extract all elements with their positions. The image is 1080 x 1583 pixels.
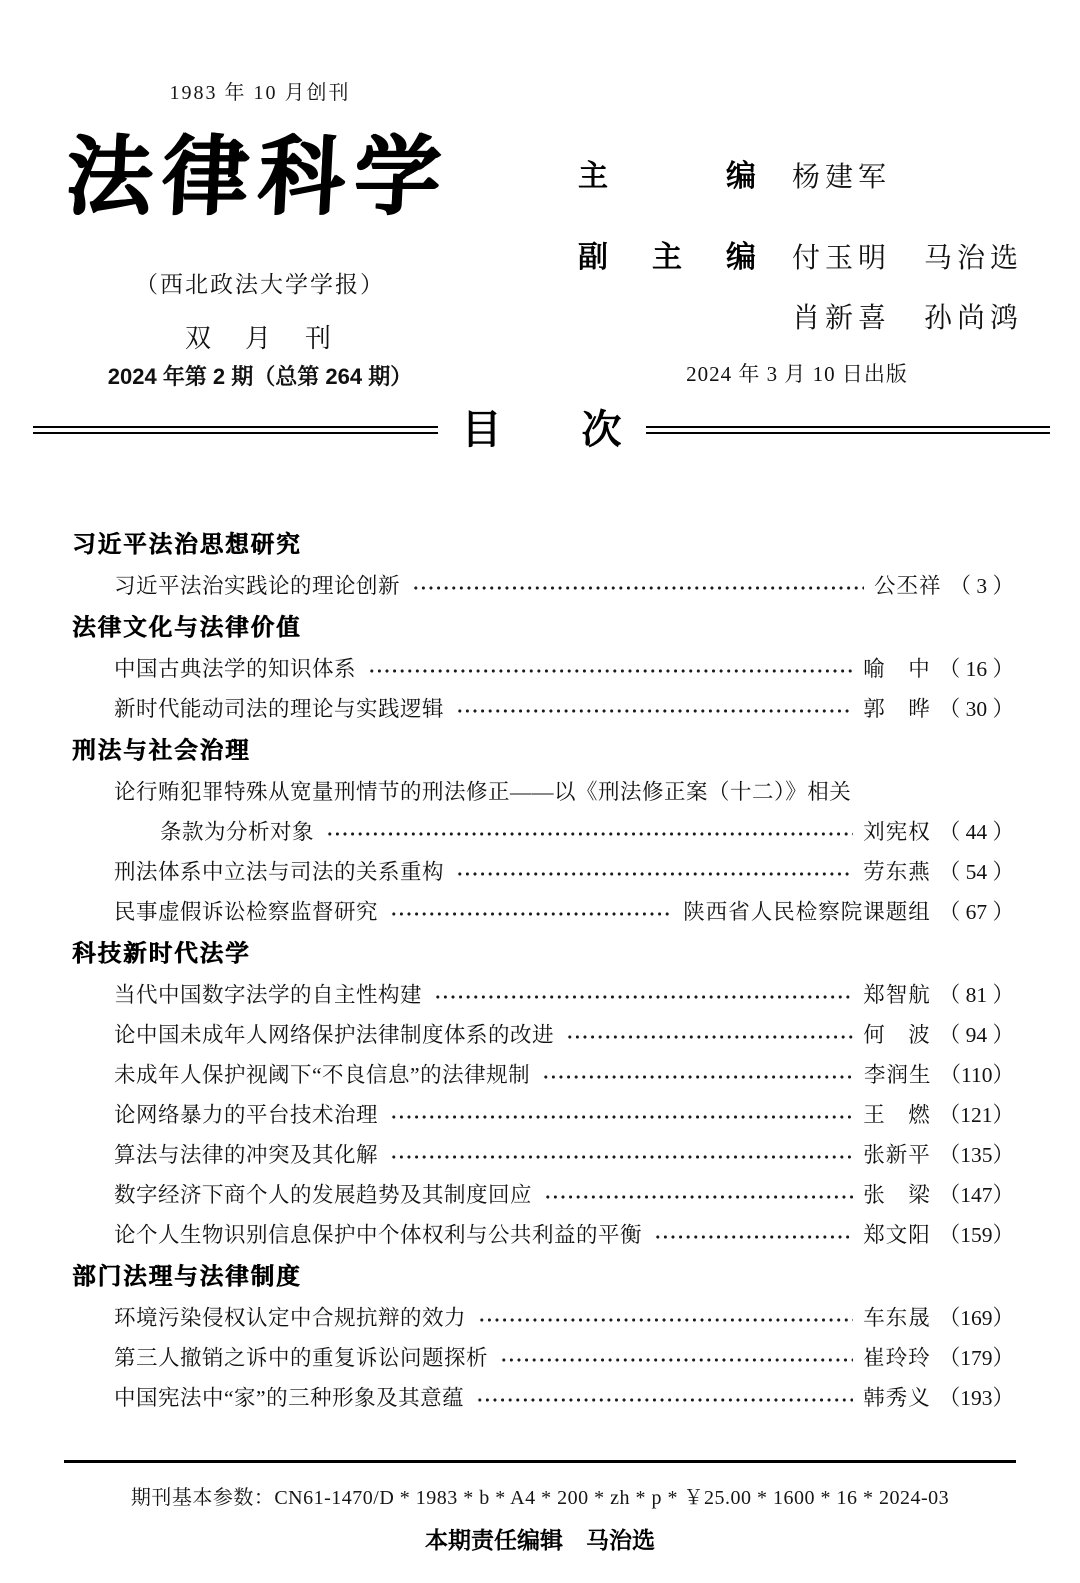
toc-item	[68, 899, 1014, 926]
deputy-editor-label: 副主编	[578, 241, 756, 274]
article-page: （ 30 ）	[938, 697, 1014, 721]
article-title-continued: 条款为分析对象	[160, 820, 315, 844]
deputy-editor-row-2	[578, 300, 1024, 338]
article-title: 未成年人保护视阈下“不良信息”的法律规制	[114, 1063, 531, 1087]
article-author: 陕西省人民检察院课题组	[683, 900, 931, 924]
toc-header	[33, 408, 1050, 452]
dot-leader	[456, 696, 853, 723]
journal-logo: 法律科学	[63, 129, 453, 225]
article-author: 崔玲玲	[863, 1346, 931, 1370]
dot-leader	[654, 1222, 853, 1249]
editors-block	[578, 158, 1024, 388]
article-page: （179）	[938, 1346, 1014, 1370]
article-title: 新时代能动司法的理论与实践逻辑	[114, 697, 445, 721]
article-page: （ 54 ）	[938, 860, 1014, 884]
section-heading: 部门法理与法律制度	[72, 1264, 302, 1290]
dot-leader	[412, 573, 864, 600]
publish-date: 2024 年 3 月 10 日出版	[686, 362, 908, 386]
article-page: （121）	[938, 1103, 1014, 1127]
toc-item	[68, 1305, 1014, 1332]
toc-item	[68, 1062, 1014, 1089]
article-page: （193）	[938, 1386, 1014, 1410]
article-title: 习近平法治实践论的理论创新	[114, 574, 401, 598]
toc-item	[68, 696, 1014, 723]
dot-leader	[390, 899, 673, 926]
toc-item	[68, 1385, 1014, 1412]
dot-leader	[456, 859, 853, 886]
article-author: 王 燃	[863, 1103, 931, 1127]
dot-leader	[390, 1102, 853, 1129]
article-author: 车东晟	[863, 1306, 931, 1330]
toc-item	[68, 1022, 1014, 1049]
chief-editor-name: 杨建军	[792, 162, 892, 193]
article-author: 刘宪权	[863, 820, 931, 844]
article-author: 公丕祥	[873, 574, 942, 598]
toc-item	[68, 859, 1014, 886]
toc-item	[68, 573, 1014, 600]
article-title: 论个人生物识别信息保护中个体权利与公共利益的平衡	[114, 1223, 643, 1247]
article-title: 第三人撤销之诉中的重复诉讼问题探析	[114, 1346, 489, 1370]
toc-item	[68, 1142, 1014, 1169]
toc-item	[68, 1222, 1014, 1249]
dot-leader	[478, 1305, 853, 1332]
section-heading: 刑法与社会治理	[72, 738, 251, 764]
toc-item	[68, 819, 1014, 846]
journal-params: 期刊基本参数：CN61-1470/D * 1983 * b * A4 * 200 * zh * p * ￥25.00 * 1600 * 16 * 2024-03	[130, 1487, 950, 1509]
dot-leader	[326, 819, 853, 846]
article-title: 论网络暴力的平台技术治理	[114, 1103, 379, 1127]
toc-item	[68, 656, 1014, 683]
article-title: 中国古典法学的知识体系	[114, 657, 357, 681]
chief-editor-label: 主编	[578, 160, 756, 193]
toc-section	[68, 737, 1014, 926]
article-author: 劳东燕	[863, 860, 931, 884]
dot-leader	[390, 1142, 853, 1169]
article-page: （ 3 ）	[949, 574, 1014, 598]
toc-rule-right	[646, 426, 1051, 434]
toc-item	[68, 1182, 1014, 1209]
dot-leader	[434, 982, 853, 1009]
article-page: （ 16 ）	[938, 657, 1014, 681]
section-heading: 习近平法治思想研究	[72, 532, 302, 558]
dot-leader	[368, 656, 853, 683]
article-page: （ 67 ）	[938, 900, 1014, 924]
dot-leader	[544, 1182, 853, 1209]
journal-subtitle: （西北政法大学学报）	[135, 272, 385, 297]
toc-rule-left	[33, 426, 438, 434]
toc-item	[68, 1102, 1014, 1129]
dot-leader	[500, 1345, 853, 1372]
toc-item	[68, 1345, 1014, 1372]
toc-section	[68, 614, 1014, 723]
founded-date: 1983 年 10 月创刊	[169, 82, 351, 104]
article-author: 郑文阳	[863, 1223, 931, 1247]
section-heading: 法律文化与法律价值	[72, 615, 302, 641]
article-title: 算法与法律的冲突及其化解	[114, 1143, 379, 1167]
responsible-editor: 本期责任编辑 马治选	[425, 1527, 655, 1553]
toc-sections	[68, 517, 1014, 1412]
article-page: （159）	[938, 1223, 1014, 1247]
chief-editor-row	[578, 158, 1016, 197]
article-author: 李润生	[864, 1063, 932, 1087]
article-author: 喻 中	[863, 657, 931, 681]
toc-item-title-line	[68, 779, 1014, 806]
publication-frequency: 双 月 刊	[184, 324, 335, 353]
article-title: 民事虚假诉讼检察监督研究	[114, 900, 379, 924]
toc-title: 目 次	[461, 407, 622, 452]
footer-rule	[64, 1460, 1016, 1463]
toc-item	[68, 982, 1014, 1009]
article-author: 张 梁	[863, 1183, 931, 1207]
article-page: （ 44 ）	[938, 820, 1014, 844]
article-title: 论中国未成年人网络保护法律制度体系的改进	[114, 1023, 555, 1047]
article-page: （110）	[939, 1063, 1014, 1087]
article-author: 张新平	[863, 1143, 931, 1167]
article-title: 刑法体系中立法与司法的关系重构	[114, 860, 445, 884]
dot-leader	[542, 1062, 854, 1089]
toc-section	[68, 940, 1014, 1249]
deputy-editor-names: 付玉明 马治选	[792, 243, 1024, 274]
article-author: 郑智航	[863, 983, 931, 1007]
article-title: 数字经济下商个人的发展趋势及其制度回应	[114, 1183, 533, 1207]
article-page: （135）	[938, 1143, 1014, 1167]
article-author: 韩秀义	[863, 1386, 931, 1410]
toc-section	[68, 1263, 1014, 1412]
article-page: （147）	[938, 1183, 1014, 1207]
deputy-editor-names-2: 肖新喜 孙尚鸿	[792, 303, 1024, 334]
toc-section	[68, 531, 1014, 600]
article-title: 当代中国数字法学的自主性构建	[114, 983, 423, 1007]
article-title: 环境污染侵权认定中合规抗辩的效力	[114, 1306, 467, 1330]
article-title: 论行贿犯罪特殊从宽量刑情节的刑法修正——以《刑法修正案（十二）》相关	[114, 780, 852, 804]
article-title: 中国宪法中“家”的三种形象及其意蕴	[114, 1386, 465, 1410]
deputy-editor-row	[578, 239, 1024, 278]
article-page: （ 94 ）	[938, 1023, 1014, 1047]
dot-leader	[476, 1385, 853, 1412]
dot-leader	[566, 1022, 853, 1049]
footer	[0, 1460, 1080, 1555]
article-page: （ 81 ）	[938, 983, 1014, 1007]
issue-info: 2024 年第 2 期（总第 264 期）	[107, 364, 413, 389]
article-page: （169）	[938, 1306, 1014, 1330]
section-heading: 科技新时代法学	[72, 941, 251, 967]
article-author: 何 波	[863, 1023, 931, 1047]
article-author: 郭 晔	[863, 697, 931, 721]
